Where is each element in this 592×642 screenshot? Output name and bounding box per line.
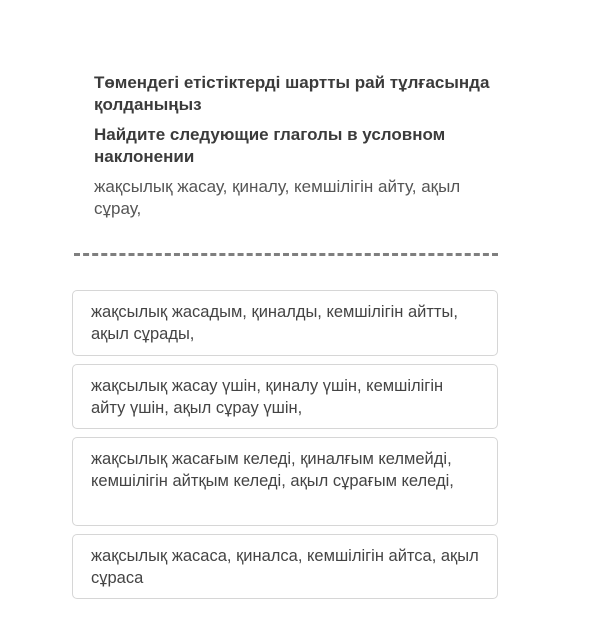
question-block (94, 72, 504, 220)
answer-option-2-text: жақсылық жасау үшін, қиналу үшін, кемшілігін айту үшін, ақыл сұрау үшін, (91, 377, 444, 417)
answer-option-2[interactable] (72, 364, 498, 429)
answer-options (72, 290, 498, 607)
answer-option-3-text: жақсылық жасағым келеді, қиналғым келмейді, кемшілігін айтқым келеді, ақыл сұрағым келеді, (91, 450, 454, 490)
question-prompt: жақсылық жасау, қиналу, кемшілігін айту, ақыл сұрау, (94, 177, 461, 218)
answer-option-1[interactable] (72, 290, 498, 356)
answer-option-4-text: жақсылық жасаса, қиналса, кемшілігін айтса, ақыл сұраса (91, 547, 479, 587)
answer-option-4[interactable] (72, 534, 498, 599)
question-title-russian: Найдите следующие глаголы в условном наклонении (94, 125, 446, 166)
answer-option-1-text: жақсылық жасадым, қиналды, кемшілігін айтты, ақыл сұрады, (91, 303, 458, 343)
dashed-divider (74, 253, 498, 260)
question-title-kazakh: Төмендегі етістіктерді шартты рай тұлғасында қолданыңыз (94, 73, 490, 114)
answer-option-3[interactable] (72, 437, 498, 526)
